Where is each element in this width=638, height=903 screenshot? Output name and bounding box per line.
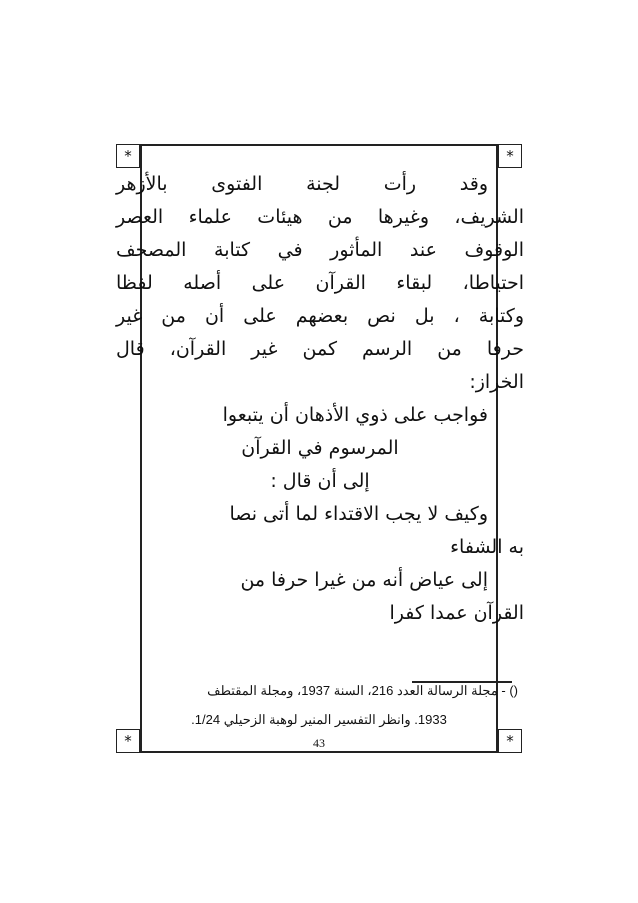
corner-marker-bottom-left: * xyxy=(116,729,140,753)
verse-line: المرسوم في القرآن xyxy=(241,437,399,459)
corner-marker-bottom-right: * xyxy=(498,729,522,753)
footnote-line-1: () - مجلة الرسالة العدد 216، السنة 1937، ومجلة المقتطف xyxy=(207,683,518,698)
text-line: الشريف، وغيرها من هيئات علماء العصر xyxy=(116,206,524,228)
frame-bottom-border xyxy=(140,751,498,753)
footnote-line-2: 1933. وانظر التفسير المنير لوهبة الزحيلي 1/24. xyxy=(191,712,447,727)
main-text xyxy=(116,168,524,630)
corner-marker-top-left: * xyxy=(116,144,140,168)
verse-line: وكيف لا يجب الاقتداء لما أتى نصا xyxy=(229,503,488,525)
frame-top-border xyxy=(140,144,498,146)
verse-line: إلى عياض أنه من غيرا حرفا من xyxy=(240,569,488,591)
text-line: الخراز: xyxy=(469,371,524,393)
verse-intro-line: إلى أن قال : xyxy=(270,470,370,492)
text-line: وكتابة ، بل نص بعضهم على أن من غير xyxy=(116,305,524,327)
text-line-with-footnote-ref xyxy=(116,300,524,333)
text-line: احتياطا، لبقاء القرآن على أصله لفظا xyxy=(116,272,524,294)
verse-line: فواجب على ذوي الأذهان أن يتبعوا xyxy=(222,404,488,426)
text-line: الوقوف عند المأثور في كتابة المصحف xyxy=(116,239,524,261)
corner-marker-top-right: * xyxy=(498,144,522,168)
verse-line: القرآن عمدا كفرا xyxy=(389,602,524,624)
text-line: حرفا من الرسم كمن غير القرآن، قال xyxy=(116,338,524,360)
page-number: 43 xyxy=(313,736,325,750)
text-line: وقد رأت لجنة الفتوى بالأزهر xyxy=(116,173,488,195)
verse-line: به الشفاء xyxy=(450,536,524,558)
